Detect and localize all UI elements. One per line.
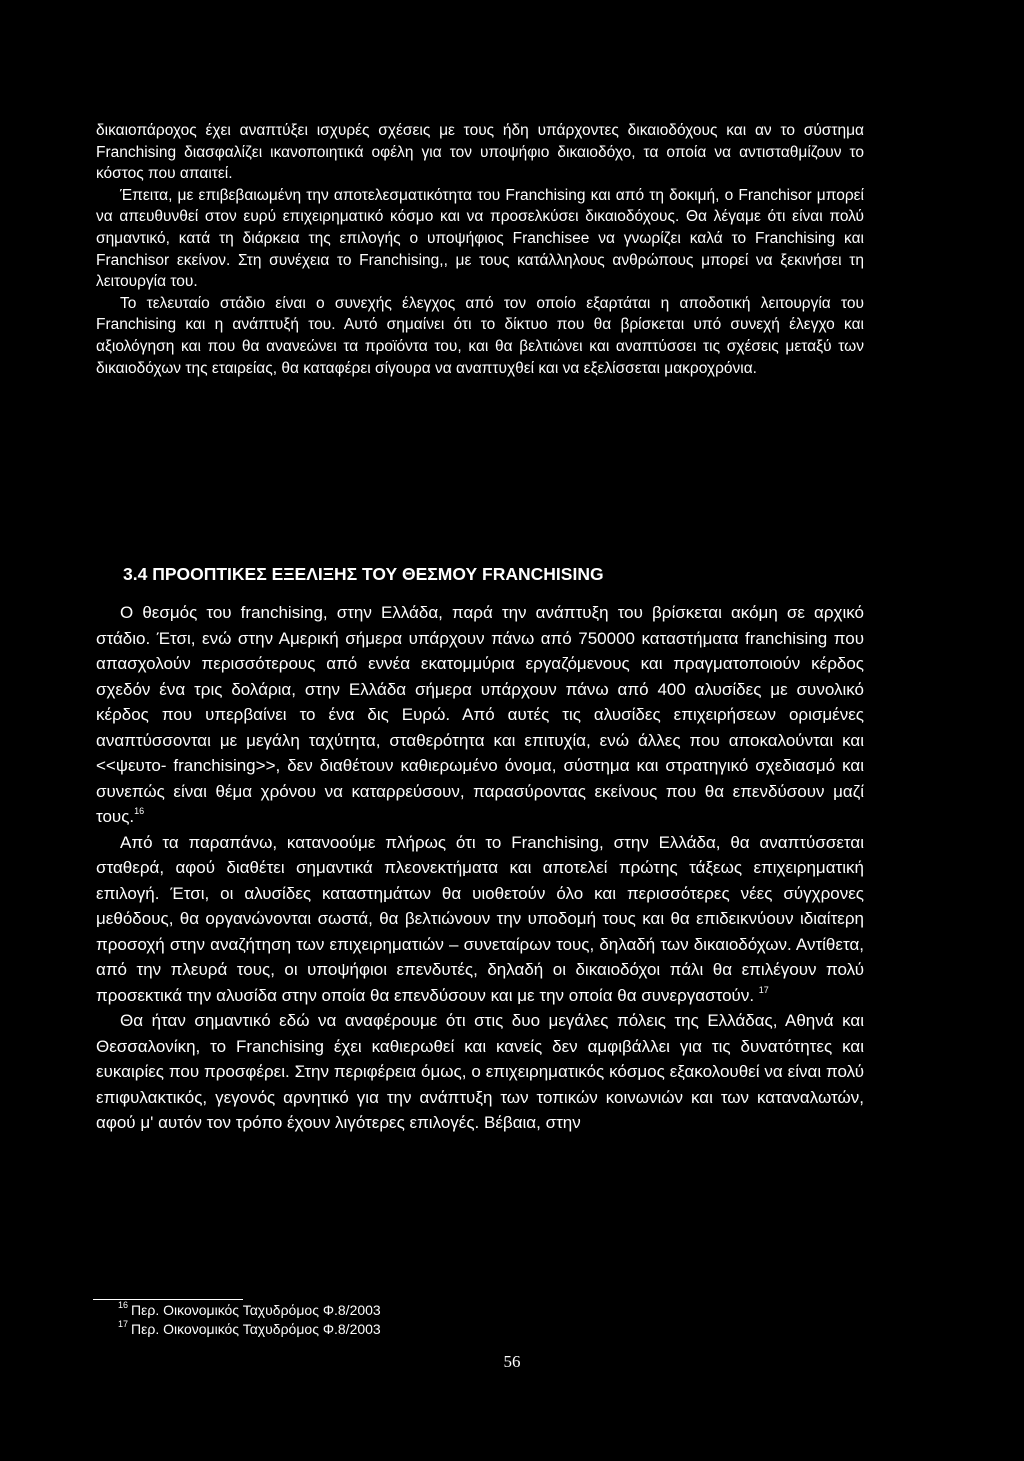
section-heading: 3.4 ΠΡΟΟΠΤΙΚΕΣ ΕΞΕΛΙΞΗΣ ΤΟΥ ΘΕΣΜΟΥ FRANCHISING xyxy=(123,564,604,584)
footnote xyxy=(118,1301,381,1320)
paragraph xyxy=(96,830,864,1009)
text-block-continuation xyxy=(96,120,864,379)
footnote-ref: 17 xyxy=(758,984,769,995)
paragraph: Έπειτα, με επιβεβαιωμένη την αποτελεσματικότητα του Franchising και από τη δοκιμή, ο Franchisor μπορεί να απευθυνθεί στον ευρύ επιχειρηματικό κόσμο και να προσελκύσει δικαιοδόχους. Θα λέγαμε ότι είναι πολύ σημαντικό, κατά τη διάρκεια της επιλογής ο υποψήφιος Franchisee να γνωρίζει καλά το Franchising και Franchisor εκείνον. Στη συνέχεια το Franchising,, με τους κατάλληλους ανθρώπους μπορεί να ξεκινήσει τη λειτουργία του. xyxy=(96,186,864,291)
paragraph-text: Από τα παραπάνω, κατανοούμε πλήρως ότι το Franchising, στην Ελλάδα, θα αναπτύσσεται σταθερά, αφού διαθέτει σημαντικά πλεονεκτήματα και αποτελεί πρώτης τάξεως επιχειρηματική επιλογή. Έτσι, οι αλυσίδες καταστημάτων θα υιοθετούν όλο και περισσότερες νέες σύγχρονες μεθόδους, θα οργανώνονται σωστά, θα βελτιώνουν την υποδομή τους και θα επιδεικνύουν ιδιαίτερη προσοχή στην αναζήτηση των επιχειρηματιών – συνεταίρων τους, δηλαδή των δικαιοδόχων. Αντίθετα, από την πλευρά τους, οι υποψήφιοι επενδυτές, δηλαδή οι δικαιοδόχοι πάλι θα επιλέγουν πολύ προσεκτικά την αλυσίδα στην οποία θα επενδύσουν και με την οποία θα συνεργαστούν. xyxy=(96,832,864,1005)
footnote-text: Περ. Οικονομικός Ταχυδρόμος Φ.8/2003 xyxy=(131,1302,381,1318)
page-number: 56 xyxy=(503,1352,521,1371)
text-block-section xyxy=(96,600,864,1136)
paragraph: δικαιοπάροχος έχει αναπτύξει ισχυρές σχέσεις με τους ήδη υπάρχοντες δικαιοδόχους και αν το σύστημα Franchising διασφαλίζει ικανοποιητικά οφέλη για τον υποψήφιο δικαιοδόχο, τα οποία να αντισταθμίζουν το κόστος που απαιτεί. xyxy=(96,122,864,183)
footnotes xyxy=(118,1301,381,1339)
footnote-divider xyxy=(93,1299,243,1300)
paragraph-text: Ο θεσμός του franchising, στην Ελλάδα, παρά την ανάπτυξη του βρίσκεται ακόμη σε αρχικό στάδιο. Έτσι, ενώ στην Αμερική σήμερα υπάρχουν πάνω από 750000 καταστήματα franchising που απασχολούν περισσότερους από εννέα εκατομμύρια εργαζόμενους και πραγματοποιούν κέρδος σχεδόν ένα τρις δολάρια, στην Ελλάδα σήμερα υπάρχουν πάνω από 400 αλυσίδες με συνολικό κέρδος που υπερβαίνει το ένα δις Ευρώ. Από αυτές τις αλυσίδες επιχειρήσεων ορισμένες αναπτύσσονται με μεγάλη ταχύτητα, σταθερότητα και επιτυχία, ενώ άλλες που αποκαλούνται και <<ψευτο- franchising>>, δεν διαθέτουν καθιερωμένο όνομα, σύστημα και στρατηγικό σχεδιασμό και συνεπώς είναι θέμα χρόνου να καταρρεύσουν, παρασύροντας εκείνους που θα επενδύσουν μαζί τους. xyxy=(96,603,864,826)
footnote-number: 17 xyxy=(118,1319,129,1329)
footnote xyxy=(118,1320,381,1339)
footnote-ref: 16 xyxy=(134,806,145,816)
paragraph: Το τελευταίο στάδιο είναι ο συνεχής έλεγχος από τον οποίο εξαρτάται η αποδοτική λειτουργία του Franchising και η ανάπτυξή του. Αυτό σημαίνει ότι το δίκτυο που θα βρίσκεται υπό συνεχή έλεγχο και αξιολόγηση και που θα ανανεώνει τα προϊόντα του, και θα βελτιώνει και αναπτύσσει τις σχέσεις μεταξύ των δικαιοδόχων της εταιρείας, θα καταφέρει σίγουρα να αναπτυχθεί και να εξελίσσεται μακροχρόνια. xyxy=(96,294,864,377)
paragraph xyxy=(96,600,864,830)
footnote-text: Περ. Οικονομικός Ταχυδρόμος Φ.8/2003 xyxy=(131,1321,381,1337)
footnote-number: 16 xyxy=(118,1300,129,1310)
paragraph: Θα ήταν σημαντικό εδώ να αναφέρουμε ότι στις δυο μεγάλες πόλεις της Ελλάδας, Αθηνά και Θεσσαλονίκη, το Franchising έχει καθιερωθεί και κανείς δεν αμφιβάλλει για τις δυνατότητες και ευκαιρίες που προσφέρει. Στην περιφέρεια όμως, ο επιχειρηματικός κόσμος εξακολουθεί να είναι πολύ επιφυλακτικός, γεγονός αρνητικό για την ανάπτυξη των τοπικών κοινωνιών και των καταναλωτών, αφού μ' αυτόν τον τρόπο έχουν λιγότερες επιλογές. Βέβαια, στην xyxy=(96,1011,864,1132)
